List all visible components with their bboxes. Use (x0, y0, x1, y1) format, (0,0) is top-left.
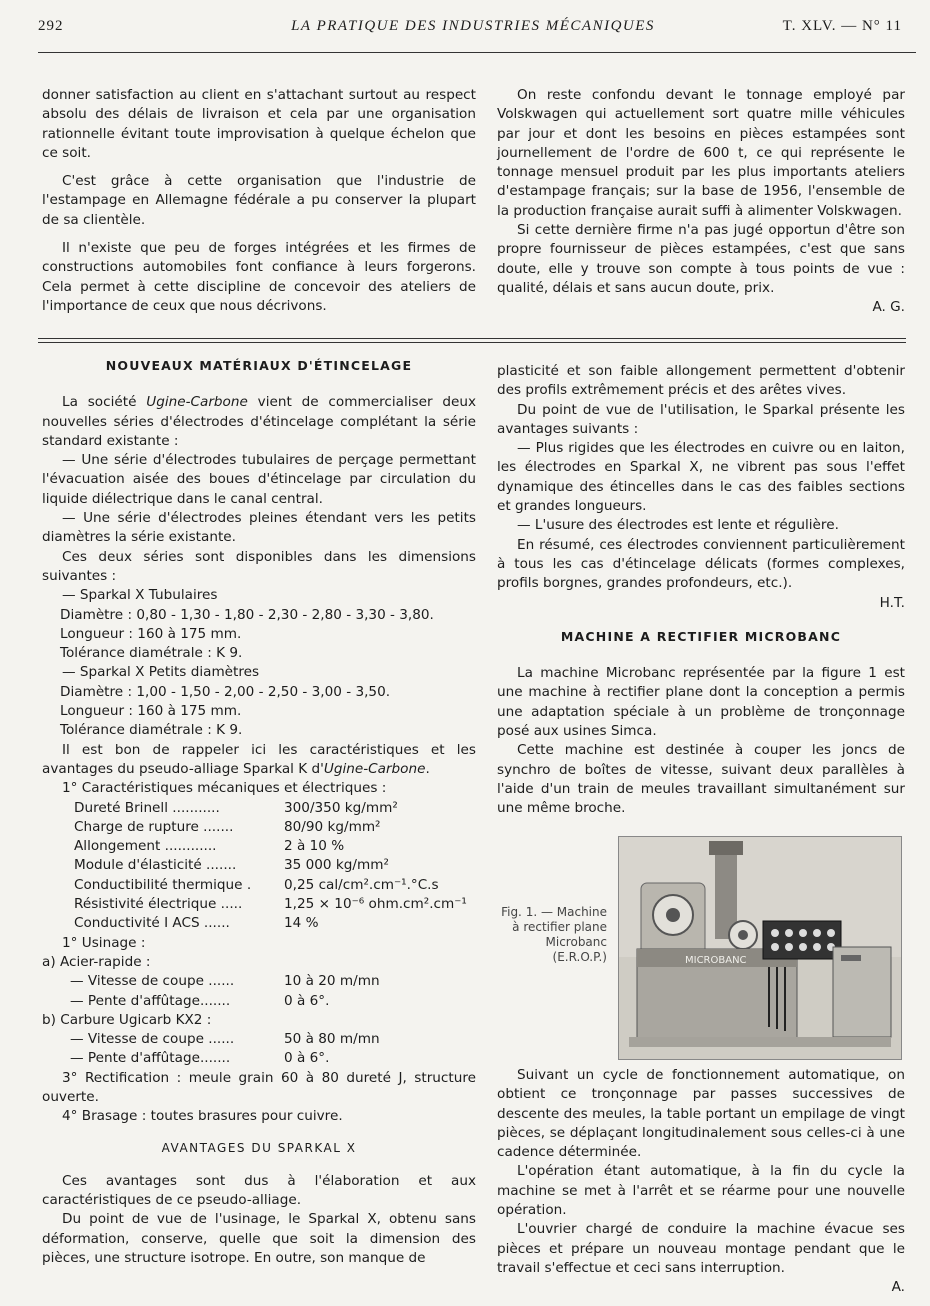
spec-line: Longueur : 160 à 175 mm. (60, 703, 242, 720)
paragraph: La société Ugine-Carbone vient de commercialiser deux nouvelles séries d'électrodes d'étincelage complétant la série standard existante : (42, 394, 476, 449)
property-row: Dureté Brinell ........... 300/350 kg/mm² (74, 799, 398, 816)
spec-line: Tolérance diamétrale : K 9. (60, 722, 243, 739)
paragraph: Suivant un cycle de fonctionnement automatique, on obtient ce tronçonnage par passes successives de descente des meules, la table portant un empilage de vingt pièces, se déplaçant longitudinalement sous celles-ci à une cadence déterminée. (497, 1067, 905, 1161)
paragraph: plasticité et son faible allongement permettent d'obtenir des profils extrêmement précis et des arêtes vives. (497, 363, 905, 399)
paragraph: Il est bon de rappeler ici les caractéristiques et les avantages du pseudo-alliage Sparkal K d'Ugine-Carbone. (42, 741, 476, 777)
paragraph: On reste confondu devant le tonnage employé par Volskwagen qui actuellement sort quatre mille véhicules par jour et dont les besoins en pièces estampées sont journellement de l'ordre de 600 t, ce qui représente le tonnage mensuel produit par les plus importants ateliers d'estampage français; sur la base de 1956, l'ensemble de la production française aurait suffi à alimenter Volskwagen. (497, 87, 905, 219)
paragraph: L'opération étant automatique, à la fin du cycle la machine se met à l'arrêt et se réarme pour une nouvelle opération. (497, 1163, 905, 1219)
signature: A. G. (872, 299, 905, 316)
top-article-right-column (497, 86, 905, 318)
paragraph: Du point de vue de l'utilisation, le Sparkal présente les avantages suivants : (497, 401, 905, 437)
section-title: 1° Usinage : (62, 934, 146, 951)
spec-line: Longueur : 160 à 175 mm. (60, 625, 242, 642)
list-item: — Une série d'électrodes tubulaires de perçage permettant l'évacuation aisée des boues d'étincelage par circulation du liquide diélectrique dans le canal central. (42, 452, 476, 507)
page-header (38, 16, 908, 42)
machine-brand-label: MICROBANC (685, 955, 747, 966)
spec-title: — Sparkal X Tubulaires (62, 587, 218, 604)
paragraph: C'est grâce à cette organisation que l'industrie de l'estampage en Allemagne fédérale a pu conserver la plupart de sa clientèle. (42, 173, 476, 228)
header-rule (38, 52, 916, 53)
param-row: — Pente d'affûtage....... 0 à 6°. (70, 1050, 330, 1067)
paragraph: En résumé, ces électrodes conviennent particulièrement à tous les cas d'étincelage délicats (formes complexes, profils borgnes, grandes profondeurs, etc.). (497, 536, 905, 592)
paragraph: Si cette dernière firme n'a pas jugé opportun d'être son propre fournisseur de pièces estampées, c'est que sans doute, elle y trouve son compte à tous points de vue : qualité, délais et sans aucun doute, prix. (497, 222, 905, 296)
paragraph: La machine Microbanc représentée par la figure 1 est une machine à rectifier plane dont la conception a permis une adaptation spéciale à un problème de tronçonnage posé aux usines Simca. (497, 665, 905, 740)
page-number: 292 (38, 18, 64, 34)
paragraph: Il n'existe que peu de forges intégrées et les firmes de constructions automobiles font confiance à leurs forgerons. Cela permet à cette discipline de concevoir des ateliers de l'importance de ceux que nous décrivons. (42, 240, 476, 314)
properties-table (42, 799, 476, 934)
signature: H.T. (879, 594, 905, 611)
section-divider (38, 342, 906, 343)
paragraph: 3° Rectification : meule grain 60 à 80 dureté J, structure ouverte. (42, 1069, 476, 1105)
list-item: — L'usure des électrodes est lente et régulière. (517, 517, 839, 534)
grinding-machine-illustration (619, 837, 901, 1059)
list-item: — Plus rigides que les électrodes en cuivre ou en laiton, les électrodes en Sparkal X, ne vibrent pas sous l'effet dynamique des étincelles dans le cas des faibles sections et grandes longueurs. (497, 440, 905, 515)
property-row: Module d'élasticité ....... 35 000 kg/mm² (74, 857, 389, 874)
paragraph: Ces avantages sont dus à l'élaboration et aux caractéristiques de ce pseudo-alliage. (42, 1172, 476, 1209)
sparkal-left-column (42, 356, 476, 1268)
paragraph: 4° Brasage : toutes brasures pour cuivre. (62, 1108, 343, 1125)
sparkal-right-column (497, 362, 905, 819)
volume-number: T. XLV. — N° 11 (782, 18, 902, 34)
spec-title: — Sparkal X Petits diamètres (62, 664, 260, 681)
list-item: — Une série d'électrodes pleines étendant vers les petits diamètres la série existante. (42, 510, 476, 546)
top-article-left-column (42, 86, 476, 325)
property-row: Allongement ............ 2 à 10 % (74, 838, 345, 855)
paragraph: donner satisfaction au client en s'attachant surtout au respect absolu des délais de livraison et cela par une organisation rationnelle évitant toute improvisation à quelque échelon que ce soit. (42, 87, 476, 161)
signature: A. (891, 1279, 905, 1296)
param-row: — Vitesse de coupe ...... 10 à 20 m/mn (70, 973, 380, 990)
article-title: MACHINE A RECTIFIER MICROBANC (560, 628, 842, 644)
article-title: NOUVEAUX MATÉRIAUX D'ÉTINCELAGE (105, 358, 413, 373)
machine-photo (618, 836, 902, 1060)
section-divider (38, 338, 906, 339)
param-row: — Pente d'affûtage....... 0 à 6°. (70, 992, 330, 1009)
section-title: 1° Caractéristiques mécaniques et électriques : (62, 780, 387, 797)
spec-line: Diamètre : 1,00 - 1,50 - 2,00 - 2,50 - 3,00 - 3,50. (60, 683, 391, 700)
property-row: Charge de rupture ....... 80/90 kg/mm² (74, 818, 381, 835)
microbanc-right-column (497, 1066, 905, 1298)
carbide-params (42, 1030, 476, 1069)
subsection-title: a) Acier-rapide : (42, 953, 151, 970)
paragraph: Du point de vue de l'usinage, le Sparkal X, obtenu sans déformation, conserve, quelle que soit la dimension des pièces, une structure isotrope. En outre, son manque de (42, 1211, 476, 1267)
property-row: Conductivité I ACS ...... 14 % (74, 915, 319, 932)
figure-caption: Fig. 1. — Machine à rectifier plane Microbanc (E.R.O.P.) (501, 905, 607, 964)
steel-params (42, 972, 476, 1011)
subsection-title: b) Carbure Ugicarb KX2 : (42, 1011, 212, 1028)
paragraph: L'ouvrier chargé de conduire la machine évacue ses pièces et prépare un nouveau montage pendant que le travail s'effectue et ceci sans interruption. (497, 1221, 905, 1276)
journal-title: LA PRATIQUE DES INDUSTRIES MÉCANIQUES (291, 18, 655, 34)
spec-line: Diamètre : 0,80 - 1,30 - 1,80 - 2,30 - 2,80 - 3,30 - 3,80. (60, 606, 434, 623)
spec-line: Tolérance diamétrale : K 9. (60, 645, 243, 662)
param-row: — Vitesse de coupe ...... 50 à 80 m/mn (70, 1031, 380, 1048)
property-row: Conductibilité thermique . 0,25 cal/cm².cm⁻¹.°C.s (74, 876, 439, 893)
property-row: Résistivité électrique ..... 1,25 × 10⁻⁶ ohm.cm².cm⁻¹ (74, 896, 467, 913)
paragraph: Cette machine est destinée à couper les joncs de synchro de boîtes de vitesse, suivant deux parallèles à l'aide d'un train de meules travaillant simultanément sur une même broche. (497, 742, 905, 817)
section-heading: AVANTAGES DU SPARKAL X (161, 1140, 357, 1155)
paragraph: Ces deux séries sont disponibles dans les dimensions suivantes : (42, 548, 476, 584)
